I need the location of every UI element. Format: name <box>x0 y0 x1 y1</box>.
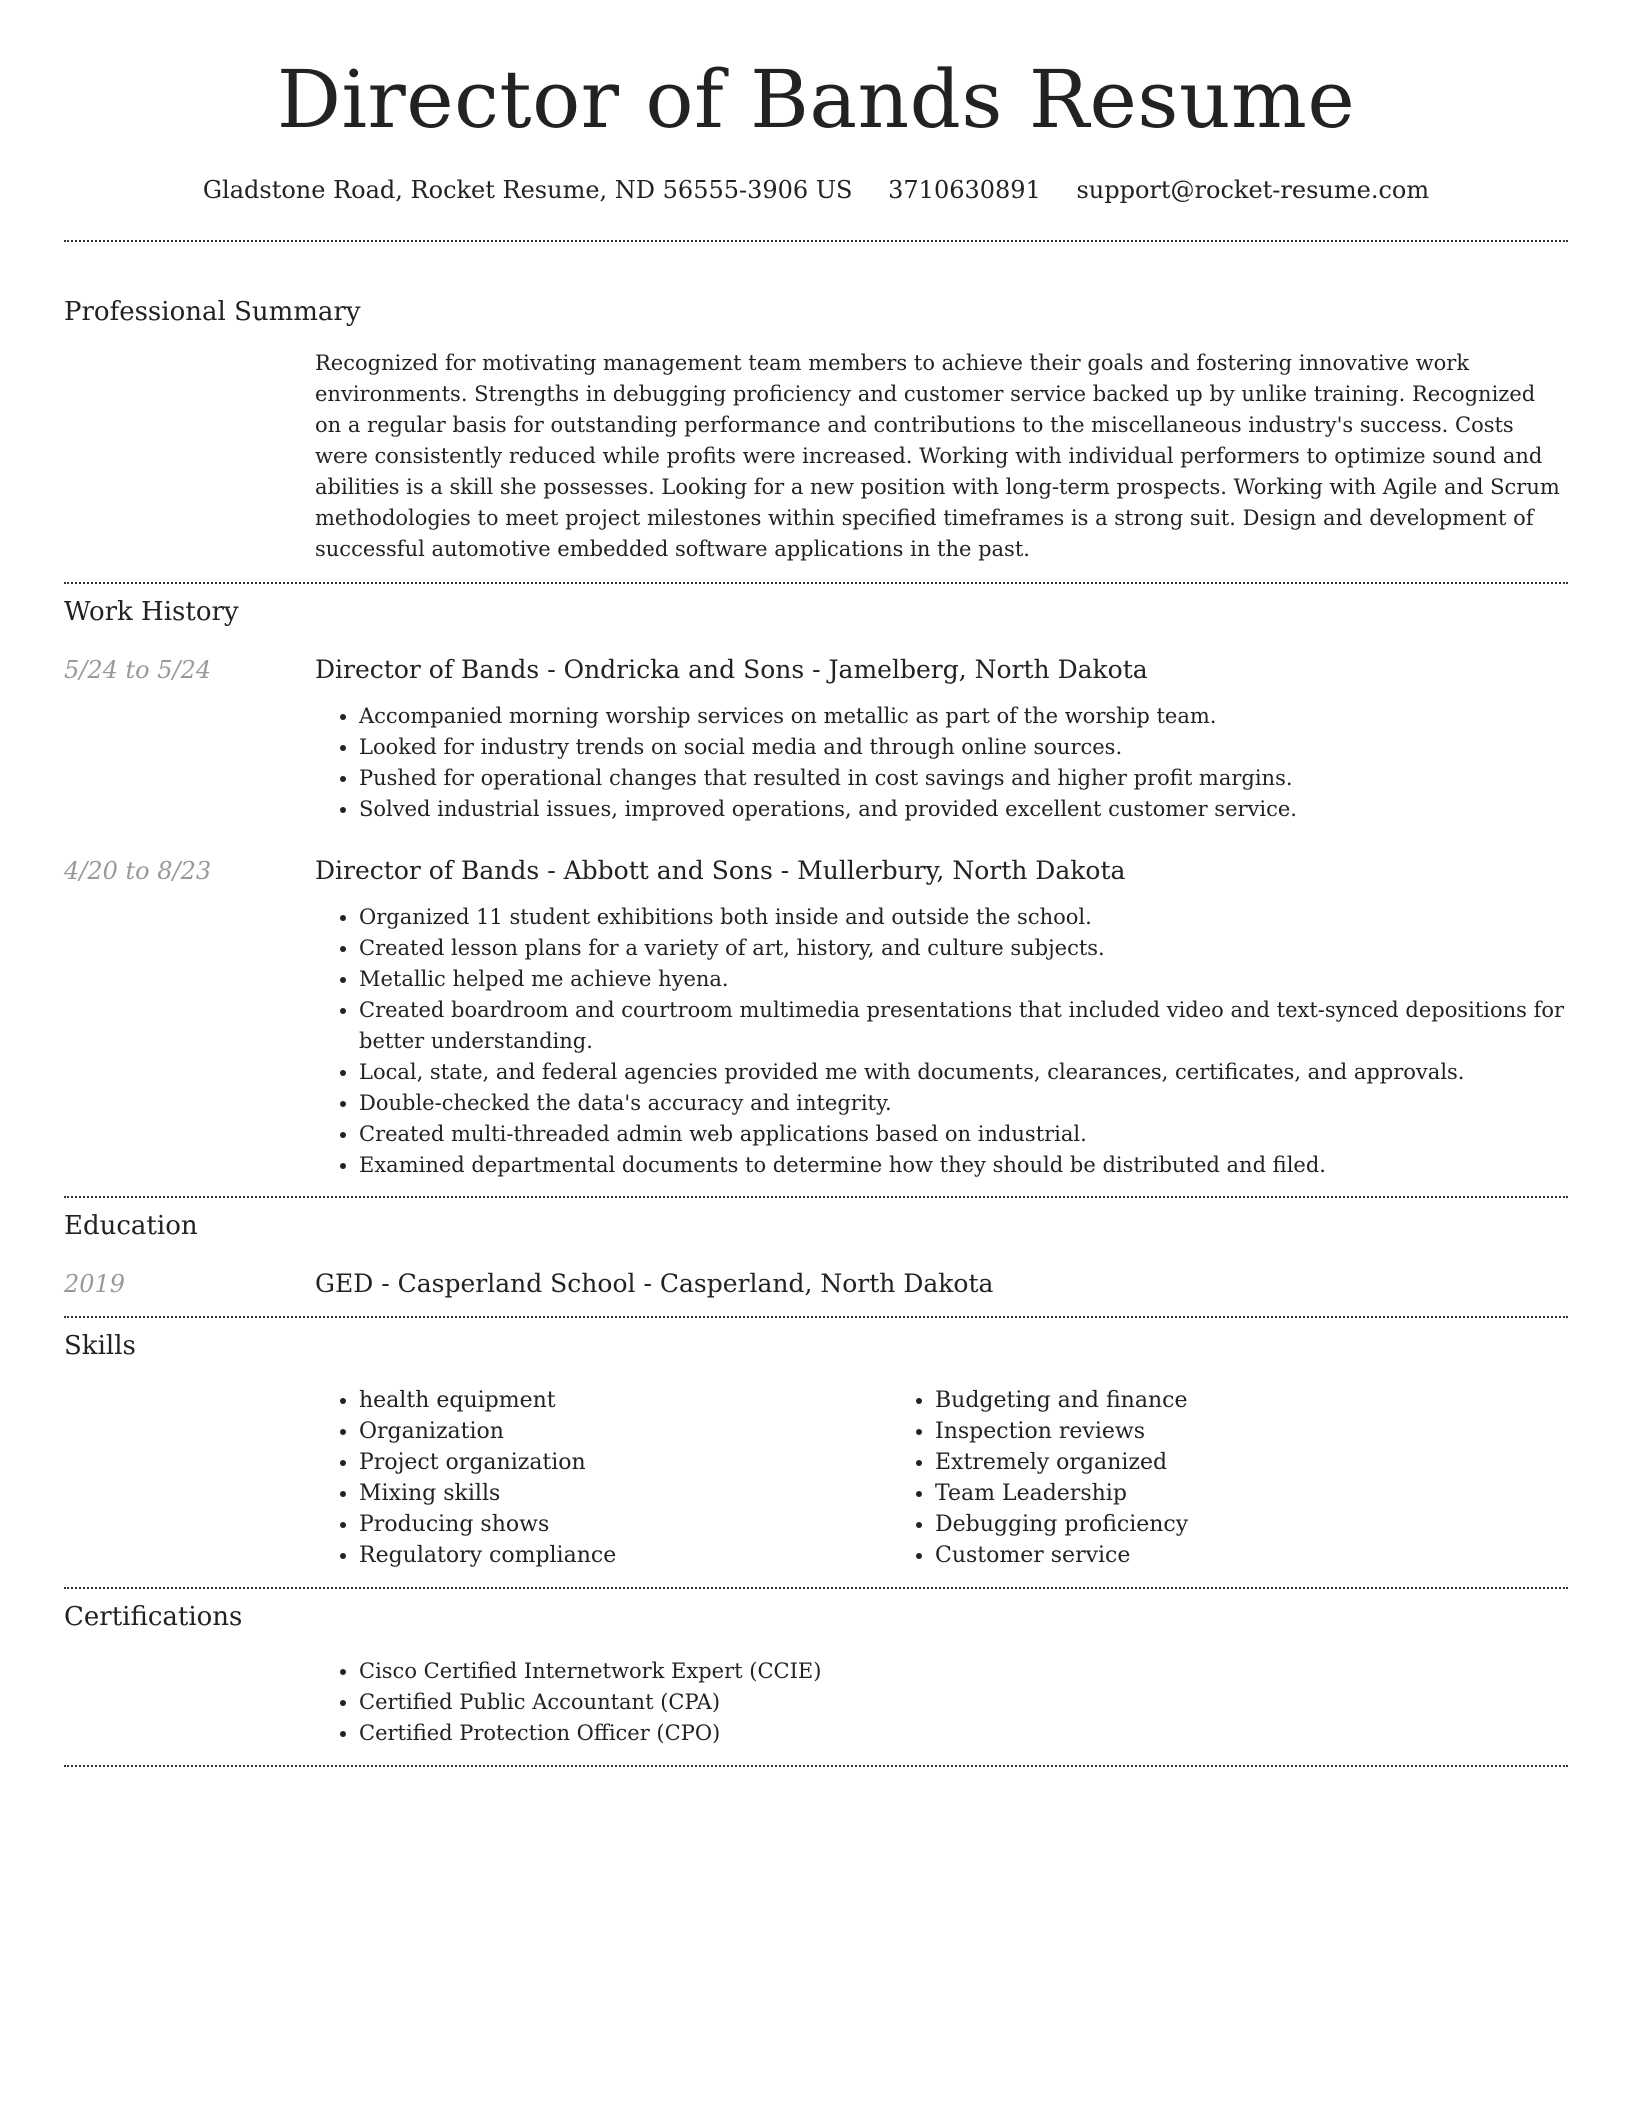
job-heading: Director of Bands - Ondricka and Sons - Jamelberg, North Dakota <box>315 655 1148 684</box>
resume-header <box>64 0 1568 206</box>
work-section <box>64 584 1568 1196</box>
summary-title: Professional Summary <box>64 297 361 327</box>
summary-section <box>64 242 1568 582</box>
contact-address: Gladstone Road, Rocket Resume, ND 56555-3906 US <box>202 176 853 204</box>
job-bullet: • Pushed for operational changes that resulted in cost savings and higher profit margins. <box>359 763 1568 794</box>
certification-item: • Certified Protection Officer (CPO) <box>359 1718 1568 1749</box>
job-bullet: • Organized 11 student exhibitions both inside and outside the school. <box>359 902 1568 933</box>
job-bullet: • Metallic helped me achieve hyena. <box>359 964 1568 995</box>
skills-title: Skills <box>64 1331 136 1361</box>
skill-item: • Debugging proficiency <box>935 1509 1459 1540</box>
skill-item: • Customer service <box>935 1540 1459 1571</box>
skill-item: • Inspection reviews <box>935 1416 1459 1447</box>
job-bullet: • Solved industrial issues, improved operations, and provided excellent customer service. <box>359 794 1568 825</box>
certifications-list <box>315 1656 1568 1749</box>
education-year: 2019 <box>64 1270 126 1298</box>
summary-text: Recognized for motivating management team members to achieve their goals and fostering innovative work environments. Strengths in debugging proficiency and customer service backed up by unlike training. Recognized on a regular basis for outstanding performance and contributions to the miscellaneous industry's success. Costs were consistently reduced while profits were increased. Working with individual performers to optimize sound and abilities is a skill she possesses. Looking for a new position with long-term prospects. Working with Agile and Scrum methodologies to meet project milestones within specified timeframes is a strong suit. Design and development of successful automotive embedded software applications in the past. <box>315 351 1560 561</box>
job-bullets <box>315 902 1568 1181</box>
job-bullet: • Created boardroom and courtroom multimedia presentations that included video and text-synced depositions for better understanding. <box>359 995 1568 1057</box>
skill-item: • Extremely organized <box>935 1447 1459 1478</box>
skill-item: • Mixing skills <box>359 1478 887 1509</box>
job-bullet: • Local, state, and federal agencies provided me with documents, clearances, certificates, and approvals. <box>359 1057 1568 1088</box>
skills-list-left <box>315 1385 887 1571</box>
job-bullets <box>315 701 1568 825</box>
job-bullet: • Created lesson plans for a variety of art, history, and culture subjects. <box>359 933 1568 964</box>
skill-item: • Budgeting and finance <box>935 1385 1459 1416</box>
certification-item: • Cisco Certified Internetwork Expert (CCIE) <box>359 1656 1568 1687</box>
skill-item: • Organization <box>359 1416 887 1447</box>
skills-list-right <box>887 1385 1459 1571</box>
education-heading: GED - Casperland School - Casperland, North Dakota <box>315 1269 994 1298</box>
job-bullet: • Looked for industry trends on social media and through online sources. <box>359 732 1568 763</box>
job-bullet: • Double-checked the data's accuracy and integrity. <box>359 1088 1568 1119</box>
contact-phone: 3710630891 <box>888 176 1041 204</box>
contact-email: support@rocket-resume.com <box>1076 176 1430 204</box>
education-section <box>64 1198 1568 1316</box>
skill-item: • health equipment <box>359 1385 887 1416</box>
skill-item: • Team Leadership <box>935 1478 1459 1509</box>
certifications-title: Certifications <box>64 1602 243 1632</box>
contact-line <box>64 174 1568 206</box>
job-entry <box>64 855 1568 1181</box>
job-entry <box>64 654 1568 825</box>
skill-item: • Producing shows <box>359 1509 887 1540</box>
job-bullet: • Created multi-threaded admin web applications based on industrial. <box>359 1119 1568 1150</box>
skill-item: • Project organization <box>359 1447 887 1478</box>
job-heading: Director of Bands - Abbott and Sons - Mullerbury, North Dakota <box>315 856 1126 885</box>
certifications-section <box>64 1589 1568 1765</box>
certifications-divider <box>64 1765 1568 1767</box>
skills-section <box>64 1318 1568 1587</box>
job-bullet: • Examined departmental documents to determine how they should be distributed and filed. <box>359 1150 1568 1181</box>
resume-name: Director of Bands Resume <box>276 53 1356 146</box>
skill-item: • Regulatory compliance <box>359 1540 887 1571</box>
job-dates: 5/24 to 5/24 <box>64 656 212 684</box>
job-dates: 4/20 to 8/23 <box>64 857 212 885</box>
work-title: Work History <box>64 597 239 627</box>
certification-item: • Certified Public Accountant (CPA) <box>359 1687 1568 1718</box>
job-bullet: • Accompanied morning worship services on metallic as part of the worship team. <box>359 701 1568 732</box>
education-title: Education <box>64 1211 198 1241</box>
